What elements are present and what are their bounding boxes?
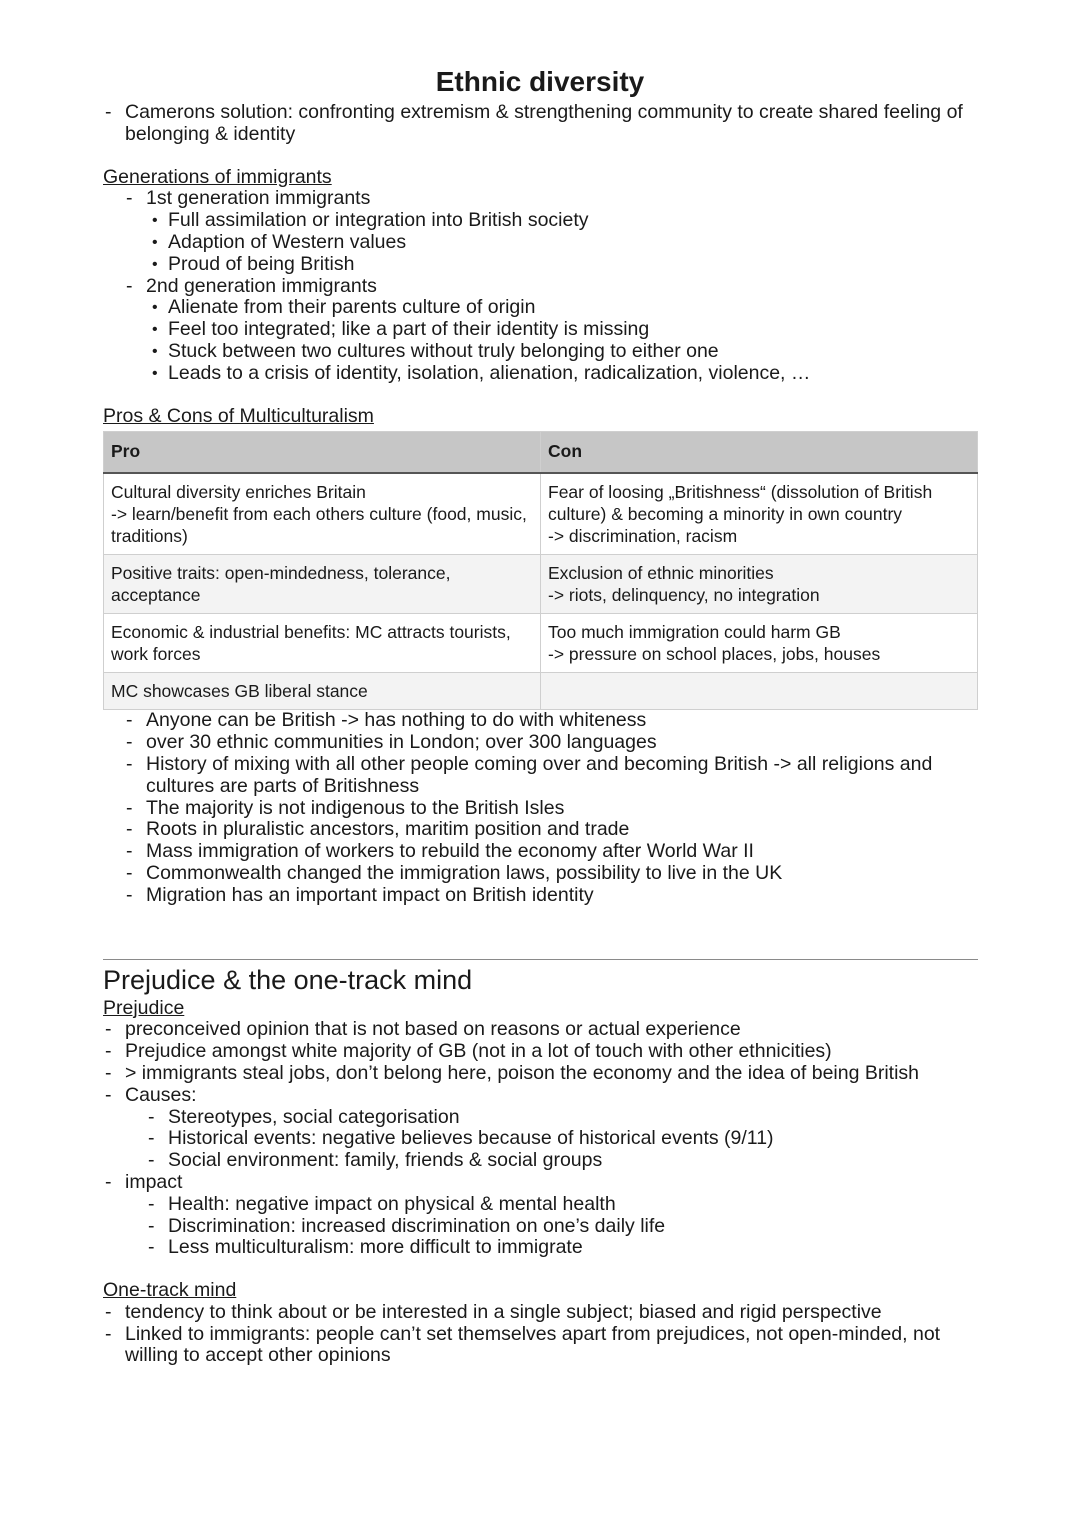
- impact-list: [146, 1194, 977, 1259]
- cell-line: -> learn/benefit from each others culture (food, music, traditions): [111, 504, 527, 547]
- generation-label-first: - 1st generation immigrants: [124, 188, 977, 210]
- page-title: Ethnic diversity: [435, 66, 645, 97]
- list-item: - Historical events: negative believes because of historical events (9/11): [146, 1128, 977, 1150]
- generations-heading: Generations of immigrants: [103, 165, 332, 188]
- cell-line: -> pressure on school places, jobs, houses: [548, 644, 881, 665]
- column-header-con: Con: [541, 432, 978, 474]
- table-cell-con-empty: [541, 673, 978, 710]
- pros-cons-table: [103, 431, 978, 710]
- list-item: - Camerons solution: confronting extremism & strengthening community to create shared feeling of belonging & identity: [103, 102, 977, 146]
- list-item: - History of mixing with all other people coming over and becoming British -> all religions and cultures are parts of Britishness: [124, 754, 977, 798]
- one-track-heading: One-track mind: [103, 1279, 237, 1302]
- list-item: - Discrimination: increased discrimination on one’s daily life: [146, 1216, 977, 1238]
- list-item: • Alienate from their parents culture of origin: [146, 297, 977, 319]
- list-item: - Roots in pluralistic ancestors, maritim position and trade: [124, 819, 977, 841]
- intro-list: [103, 102, 977, 146]
- list-item: - over 30 ethnic communities in London; over 300 languages: [124, 732, 977, 754]
- list-item: - Prejudice amongst white majority of GB (not in a lot of touch with other ethnicities): [103, 1041, 977, 1063]
- list-item: - Stereotypes, social categorisation: [146, 1107, 977, 1129]
- cell-line: Fear of loosing „Britishness“ (dissolution of British culture) & becoming a minority in own country: [548, 482, 933, 525]
- cell-line: -> riots, delinquency, no integration: [548, 585, 820, 606]
- list-item: - Less multiculturalism: more difficult to immigrate: [146, 1237, 977, 1259]
- list-item: - Anyone can be British -> has nothing to do with whiteness: [124, 710, 977, 732]
- prejudice-heading: Prejudice: [103, 996, 185, 1019]
- generations-list-second: [124, 276, 977, 298]
- generations-list: [124, 188, 977, 210]
- list-item: • Stuck between two cultures without truly belonging to either one: [146, 341, 977, 363]
- table-cell-con: [541, 614, 978, 673]
- table-cell-pro: [104, 614, 541, 673]
- list-item: - Linked to immigrants: people can’t set themselves apart from prejudices, not open-minded, not willing to accept other opinions: [103, 1324, 977, 1368]
- cell-line: MC showcases GB liberal stance: [111, 681, 368, 702]
- document-page: [103, 62, 977, 1367]
- list-item: • Leads to a crisis of identity, isolation, alienation, radicalization, violence, …: [146, 363, 977, 385]
- table-row: [104, 555, 978, 614]
- list-item: - preconceived opinion that is not based on reasons or actual experience: [103, 1019, 977, 1041]
- causes-list: [146, 1107, 977, 1172]
- list-item: - > immigrants steal jobs, don’t belong here, poison the economy and the idea of being British: [103, 1063, 977, 1085]
- table-row: [104, 614, 978, 673]
- generation-label-second: - 2nd generation immigrants: [124, 276, 977, 298]
- cell-line: -> discrimination, racism: [548, 526, 738, 547]
- cell-line: Exclusion of ethnic minorities: [548, 563, 774, 584]
- impact-label: - impact: [103, 1172, 977, 1194]
- list-item: • Proud of being British: [146, 254, 977, 276]
- table-cell-pro: [104, 673, 541, 710]
- list-item: • Full assimilation or integration into British society: [146, 210, 977, 232]
- causes-label: - Causes:: [103, 1085, 977, 1107]
- list-item: - Mass immigration of workers to rebuild the economy after World War II: [124, 841, 977, 863]
- pros-cons-heading: Pros & Cons of Multiculturalism: [103, 404, 374, 427]
- column-header-pro: Pro: [104, 432, 541, 474]
- list-item: - Health: negative impact on physical & mental health: [146, 1194, 977, 1216]
- cell-line: Positive traits: open-mindedness, tolerance, acceptance: [111, 563, 451, 606]
- first-generation-points: [103, 210, 977, 275]
- section-title: Prejudice & the one-track mind: [103, 964, 473, 995]
- table-cell-pro: [104, 473, 541, 555]
- britishness-list: [124, 710, 977, 906]
- cell-line: Economic & industrial benefits: MC attracts tourists, work forces: [111, 622, 511, 665]
- list-item: - The majority is not indigenous to the British Isles: [124, 798, 977, 820]
- table-cell-con: [541, 555, 978, 614]
- one-track-list: [103, 1302, 977, 1367]
- impact-label-list: [103, 1172, 977, 1194]
- table-cell-pro: [104, 555, 541, 614]
- cell-line: Cultural diversity enriches Britain: [111, 482, 366, 503]
- list-item: • Feel too integrated; like a part of their identity is missing: [146, 319, 977, 341]
- list-item: - Commonwealth changed the immigration laws, possibility to live in the UK: [124, 863, 977, 885]
- section-divider: [103, 959, 978, 960]
- cell-line: Too much immigration could harm GB: [548, 622, 841, 643]
- table-row: [104, 673, 978, 710]
- list-item: - Social environment: family, friends & social groups: [146, 1150, 977, 1172]
- list-item: - Migration has an important impact on British identity: [124, 885, 977, 907]
- second-generation-points: [103, 297, 977, 384]
- prejudice-list: [103, 1019, 977, 1106]
- table-cell-con: [541, 473, 978, 555]
- list-item: • Adaption of Western values: [146, 232, 977, 254]
- list-item: - tendency to think about or be interested in a single subject; biased and rigid perspective: [103, 1302, 977, 1324]
- table-row: [104, 473, 978, 555]
